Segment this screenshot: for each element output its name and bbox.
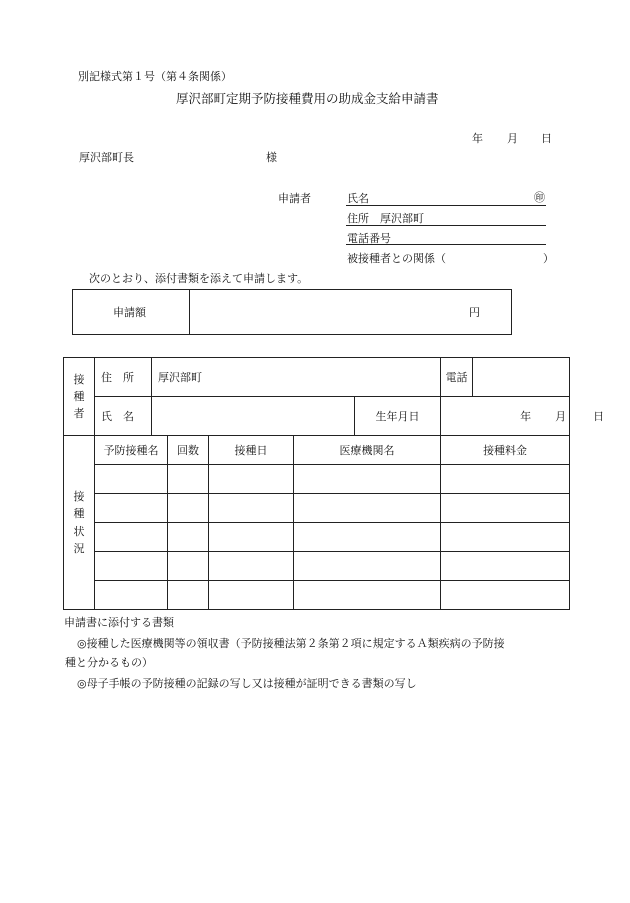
fee-cell[interactable]: [441, 465, 570, 494]
attachment-item-1-line-1: ◎接種した医療機関等の領収書（予防接種法第２条第２項に規定するＡ類疾病の予防接: [77, 637, 505, 650]
applicant-relation-close: ）: [543, 252, 554, 265]
attachment-item-1-line-2: 種と分かるもの）: [65, 656, 153, 669]
recipient-header-text: 接種者: [73, 372, 85, 421]
address-label: 住 所: [101, 371, 134, 384]
date-cell[interactable]: [209, 581, 294, 610]
name-label: 氏 名: [101, 410, 134, 423]
status-row: [64, 494, 570, 523]
dose-count-cell[interactable]: [168, 552, 209, 581]
applicant-label: 申請者: [278, 192, 311, 205]
status-row: [64, 465, 570, 494]
name-value-cell[interactable]: [152, 397, 355, 436]
amount-label: 申請額: [113, 306, 146, 319]
applicant-phone-label: 電話番号: [347, 232, 391, 245]
vaccine-name-cell[interactable]: [95, 494, 168, 523]
attachments-heading: 申請書に添付する書類: [64, 616, 174, 629]
applicant-name-line: [346, 205, 546, 206]
date-cell[interactable]: [209, 552, 294, 581]
phone-value-cell[interactable]: [473, 358, 570, 397]
form-number: 別記様式第１号（第４条関係）: [78, 70, 232, 83]
vaccine-name-cell[interactable]: [95, 581, 168, 610]
date-cell[interactable]: [209, 523, 294, 552]
clinic-cell[interactable]: [294, 552, 441, 581]
document-title: 厚沢部町定期予防接種費用の助成金支給申請書: [176, 91, 439, 106]
vaccine-name-cell[interactable]: [95, 552, 168, 581]
applicant-address-line: [346, 225, 546, 226]
vaccination-table: [63, 357, 605, 610]
clinic-cell[interactable]: [294, 523, 441, 552]
col-clinic: [294, 436, 441, 465]
clinic-cell[interactable]: [294, 465, 441, 494]
col-date: [209, 436, 294, 465]
applicant-phone-line: [346, 244, 546, 245]
dose-count-cell[interactable]: [168, 465, 209, 494]
attachment-item-2: ◎母子手帳の予防接種の記録の写し又は接種が証明できる書類の写し: [77, 677, 417, 690]
amount-box: [72, 289, 512, 335]
col-clinic-label: 医療機関名: [339, 444, 395, 457]
seal-mark: ㊞: [534, 191, 545, 204]
dob-label-cell: [355, 397, 441, 436]
recipient-name-row: [64, 397, 570, 436]
dob-value-cell[interactable]: [441, 397, 605, 436]
status-row: [64, 552, 570, 581]
phone-label-cell: [441, 358, 473, 397]
address-value: 厚沢部町: [158, 371, 202, 384]
col-date-label: 接種日: [234, 444, 268, 457]
clinic-cell[interactable]: [294, 581, 441, 610]
fee-cell[interactable]: [441, 523, 570, 552]
vaccine-name-cell[interactable]: [95, 523, 168, 552]
applicant-address-label: 住所 厚沢部町: [347, 212, 424, 225]
clinic-cell[interactable]: [294, 494, 441, 523]
recipient-header: [64, 358, 95, 436]
status-row: [64, 523, 570, 552]
date-cell[interactable]: [209, 494, 294, 523]
status-header-text: 接種状況: [73, 490, 85, 555]
dob-month: 月: [555, 410, 567, 423]
dose-count-cell[interactable]: [168, 494, 209, 523]
col-dose-count: [168, 436, 209, 465]
addressee-honorific: 様: [266, 151, 277, 164]
fee-cell[interactable]: [441, 494, 570, 523]
recipient-address-row: [64, 358, 570, 397]
date-cell[interactable]: [209, 465, 294, 494]
col-dose-count-label: 回数: [177, 444, 199, 457]
col-vaccine-name: [95, 436, 168, 465]
date-day-label: 日: [541, 132, 552, 145]
amount-unit: 円: [469, 306, 480, 319]
address-value-cell[interactable]: [152, 358, 441, 397]
date-month-label: 月: [507, 132, 518, 145]
fee-cell[interactable]: [441, 581, 570, 610]
status-row: [64, 581, 570, 610]
status-header: [64, 436, 95, 610]
dob-label: 生年月日: [375, 410, 420, 423]
amount-divider: [189, 290, 190, 334]
col-fee: [441, 436, 570, 465]
intro-text: 次のとおり、添付書類を添えて申請します。: [89, 272, 309, 285]
fee-cell[interactable]: [441, 552, 570, 581]
address-label-cell: [95, 358, 152, 397]
col-vaccine-name-label: 予防接種名: [103, 444, 159, 457]
dose-count-cell[interactable]: [168, 523, 209, 552]
name-label-cell: [95, 397, 152, 436]
addressee-name: 厚沢部町長: [79, 151, 134, 164]
phone-label: 電話: [445, 371, 468, 384]
date-year-label: 年: [472, 132, 483, 145]
status-header-row: [64, 436, 570, 465]
dob-day: 日: [593, 410, 605, 423]
vaccine-name-cell[interactable]: [95, 465, 168, 494]
applicant-name-label: 氏名: [347, 192, 369, 205]
dob-year: 年: [520, 410, 532, 423]
dose-count-cell[interactable]: [168, 581, 209, 610]
applicant-relation-label: 被接種者との関係（: [347, 252, 446, 265]
col-fee-label: 接種料金: [483, 444, 528, 457]
